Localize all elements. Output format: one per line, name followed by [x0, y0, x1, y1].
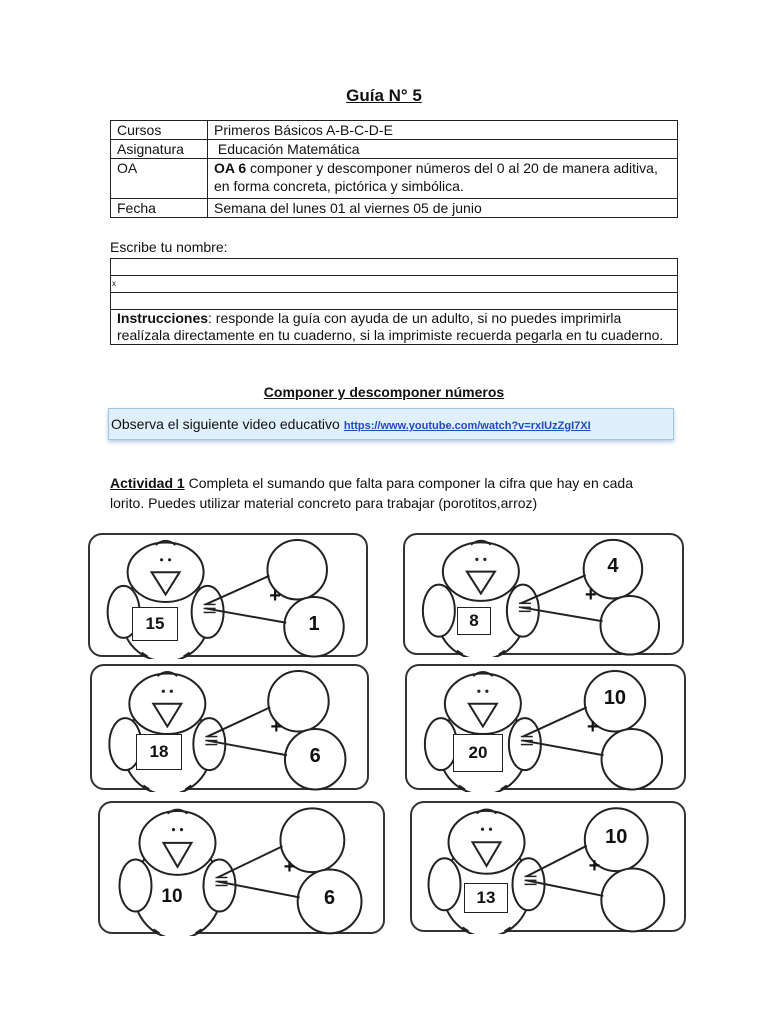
asignatura-value: Educación Matemática	[208, 140, 678, 159]
name-mark: x	[111, 276, 677, 293]
video-link[interactable]: https://www.youtube.com/watch?v=rxIUzZgI7XI	[343, 420, 591, 432]
total-number: 15	[132, 607, 178, 641]
cursos-value: Primeros Básicos A-B-C-D-E	[208, 121, 678, 140]
name-box	[110, 258, 678, 345]
oa-label: OA	[111, 159, 208, 199]
name-line[interactable]	[111, 259, 677, 276]
fecha-value: Semana del lunes 01 al viernes 05 de junio	[208, 199, 678, 218]
total-number: 8	[457, 607, 491, 635]
name-label: Escribe tu nombre:	[110, 239, 228, 255]
parrot-card	[403, 533, 684, 655]
activity-heading: Actividad 1	[110, 475, 185, 491]
bottom-addend: 1	[308, 612, 320, 635]
parrot-drawing	[100, 803, 387, 936]
activity-text: Completa el sumando que falta para componer la cifra que hay en cada lorito. Puedes utilizar material concreto para trabajar (porotitos,arroz)	[110, 475, 633, 511]
plus-sign: +	[270, 716, 283, 739]
parrot-drawing	[92, 666, 371, 792]
total-number: 10	[161, 886, 183, 907]
fecha-label: Fecha	[111, 199, 208, 218]
parrot-drawing	[405, 535, 686, 657]
section-subtitle: Componer y descomponer números	[263, 384, 505, 400]
video-text: Observa el siguiente video educativo	[111, 416, 340, 432]
plus-sign: +	[586, 716, 599, 739]
parrot-card	[98, 801, 385, 934]
page-title: Guía N° 5	[346, 86, 422, 105]
plus-sign: +	[269, 584, 281, 607]
bottom-addend: 6	[309, 745, 321, 768]
asignatura-label: Asignatura	[111, 140, 208, 159]
video-box	[108, 408, 674, 440]
top-addend: 10	[605, 825, 628, 848]
info-table	[110, 120, 678, 218]
parrot-card	[88, 533, 368, 657]
plus-sign: +	[283, 856, 296, 879]
instructions	[111, 310, 677, 344]
instructions-text: : responde la guía con ayuda de un adulto, si no puedes imprimirla realízala directamente en tu cuaderno, si la imprimiste recuerda pegarla en tu cuaderno.	[117, 310, 664, 343]
oa-code: OA 6	[214, 160, 247, 176]
name-line-2[interactable]	[111, 293, 677, 310]
activity-instructions	[110, 473, 670, 513]
parrot-drawing	[407, 666, 688, 792]
parrot-card	[90, 664, 369, 790]
total-number: 20	[453, 734, 503, 772]
plus-sign: +	[588, 855, 601, 878]
parrot-card	[405, 664, 686, 790]
parrot-card	[410, 801, 686, 932]
total-number: 13	[464, 883, 508, 913]
top-addend: 10	[603, 687, 627, 710]
oa-description: componer y descomponer números del 0 al 20 de manera aditiva, en forma concreta, pictórica y simbólica.	[214, 160, 658, 194]
cursos-label: Cursos	[111, 121, 208, 140]
parrot-drawing	[412, 803, 688, 934]
bottom-addend: 6	[324, 887, 336, 910]
top-addend: 4	[607, 555, 619, 578]
instructions-heading: Instrucciones	[117, 310, 209, 326]
plus-sign: +	[584, 583, 597, 606]
oa-value	[208, 159, 678, 199]
total-number: 18	[136, 734, 182, 770]
